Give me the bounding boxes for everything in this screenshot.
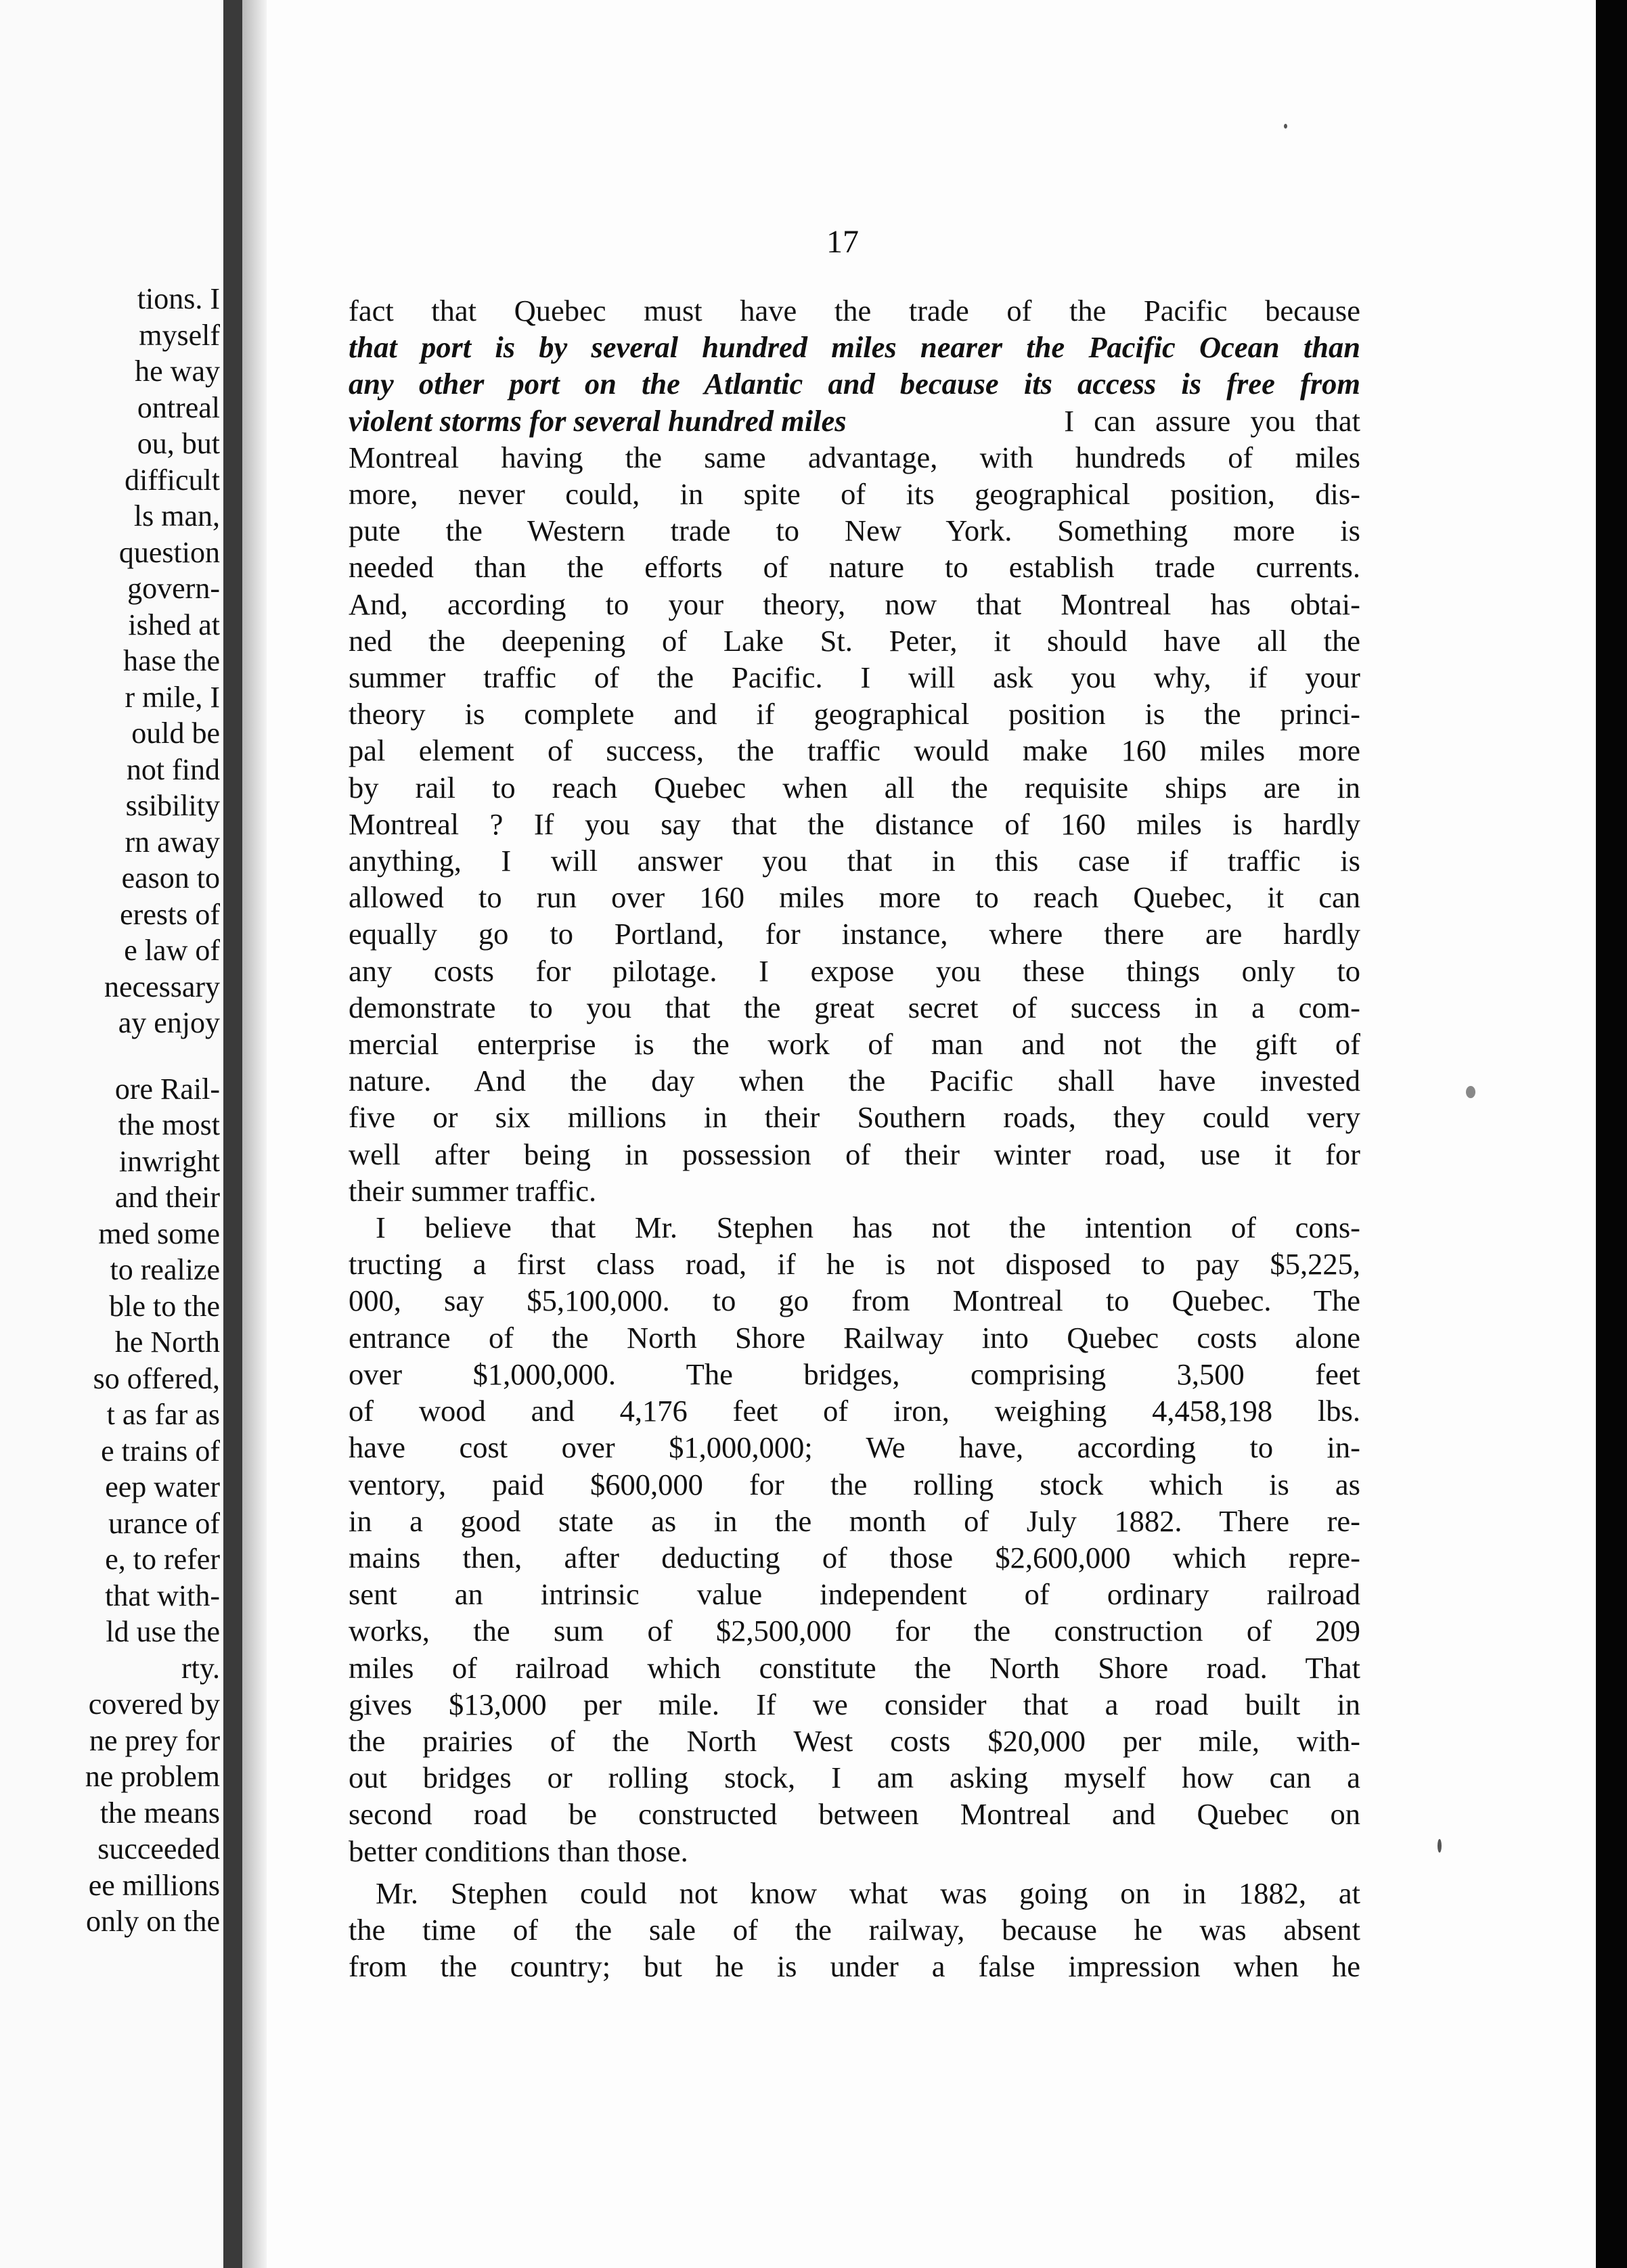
- text-line: from the country; but he is under a false impression when he: [349, 1949, 1360, 1984]
- left-fragment-line: question: [118, 535, 220, 569]
- left-fragment-line: covered by: [88, 1687, 220, 1721]
- left-fragment-line: ished at: [128, 608, 220, 641]
- left-fragment-line: t as far as: [106, 1398, 220, 1431]
- left-fragment-line: to realize: [110, 1253, 220, 1286]
- left-fragment-line: that with-: [105, 1579, 220, 1612]
- left-fragment-line: and their: [114, 1181, 220, 1214]
- left-fragment-line: ls man,: [133, 499, 220, 532]
- text-line: Mr. Stephen could not know what was going on in 1882, at: [376, 1876, 1360, 1910]
- left-fragment-line: ne problem: [85, 1760, 220, 1793]
- text-line: 000, say $5,100,000. to go from Montreal to Quebec. The: [349, 1284, 1360, 1318]
- italic-segment: violent storms for several hundred miles: [349, 403, 847, 438]
- left-fragment-line: he North: [114, 1325, 220, 1359]
- left-page-fragments: [0, 281, 220, 1940]
- text-line: theory is complete and if geographical position is the princi-: [349, 697, 1360, 731]
- left-fragment-line: the most: [118, 1108, 220, 1141]
- text-line: pal element of success, the traffic would make 160 miles more: [349, 733, 1360, 768]
- text-line-italic: that port is by several hundred miles nearer the Pacific Ocean than: [349, 330, 1360, 365]
- text-line: I believe that Mr. Stephen has not the intention of cons-: [376, 1210, 1360, 1245]
- text-line: gives $13,000 per mile. If we consider that a road built in: [349, 1687, 1360, 1721]
- page-number: 17: [826, 224, 859, 260]
- left-fragment-line: ne prey for: [89, 1723, 220, 1757]
- gutter-shadow: [242, 0, 267, 2268]
- left-fragment-line: ld use the: [106, 1615, 220, 1648]
- left-fragment-line: the means: [99, 1796, 220, 1830]
- text-line: mains then, after deducting of those $2,600,000 which repre-: [349, 1540, 1360, 1574]
- left-fragment-line: ssibility: [125, 789, 220, 822]
- left-facing-page: [0, 0, 230, 2268]
- text-line: summer traffic of the Pacific. I will ask you why, if your: [349, 660, 1360, 695]
- text-line: well after being in possession of their winter road, use it for: [349, 1137, 1360, 1171]
- text-line: fact that Quebec must have the trade of the Pacific because: [349, 294, 1360, 327]
- text-line: allowed to run over 160 miles more to reach Quebec, it can: [349, 880, 1360, 915]
- text-line-italic: any other port on the Atlantic and because its access is free from: [349, 367, 1360, 401]
- text-line: works, the sum of $2,500,000 for the construction of 209: [349, 1614, 1360, 1648]
- left-fragment-line: not find: [126, 752, 220, 786]
- text-line: demonstrate to you that the great secret of success in a com-: [349, 990, 1360, 1024]
- text-line: by rail to reach Quebec when all the requisite ships are in: [349, 770, 1360, 804]
- text-line: of wood and 4,176 feet of iron, weighing 4,458,198 lbs.: [349, 1394, 1360, 1428]
- left-fragment-line: tions. I: [137, 282, 220, 315]
- text-line: pute the Western trade to New York. Something more is: [349, 514, 1360, 548]
- scan-speck: [1437, 1839, 1442, 1853]
- text-line: more, never could, in spite of its geographical position, dis-: [349, 477, 1360, 512]
- left-fragment-line: eep water: [105, 1470, 220, 1503]
- left-fragment-line: med some: [98, 1217, 220, 1250]
- left-fragment-line: e trains of: [101, 1434, 220, 1468]
- text-line: Montreal having the same advantage, with hundreds of miles: [349, 440, 1360, 474]
- scan-border: [1596, 0, 1627, 2268]
- text-line: have cost over $1,000,000; We have, according to in-: [349, 1430, 1360, 1465]
- text-line: second road be constructed between Montreal and Quebec on: [349, 1797, 1360, 1832]
- left-fragment-line: rn away: [125, 825, 220, 859]
- left-fragment-line: he way: [135, 355, 220, 388]
- text-line: the time of the sale of the railway, because he was absent: [349, 1912, 1360, 1947]
- roman-segment: I can assure you that: [1064, 403, 1360, 438]
- left-fragment-line: ay enjoy: [118, 1006, 220, 1039]
- left-fragment-line: hase the: [123, 644, 220, 677]
- text-line: anything, I will answer you that in this case if traffic is: [349, 844, 1360, 878]
- left-fragment-line: erests of: [120, 897, 220, 931]
- text-line: sent an intrinsic value independent of ordinary railroad: [349, 1577, 1360, 1612]
- left-fragment-line: ontreal: [137, 390, 220, 424]
- text-line: over $1,000,000. The bridges, comprising 3,500 feet: [349, 1357, 1360, 1391]
- left-fragment-line: ou, but: [137, 427, 220, 460]
- left-fragment-line: myself: [139, 318, 220, 352]
- text-line: equally go to Portland, for instance, where there are hardly: [349, 917, 1360, 951]
- left-fragment-line: succeeded: [97, 1832, 220, 1865]
- page-body: [349, 292, 1360, 1984]
- text-line: miles of railroad which constitute the North Shore road. That: [349, 1650, 1360, 1685]
- left-fragment-line: so offered,: [93, 1361, 220, 1395]
- left-fragment-line: inwright: [118, 1144, 220, 1178]
- left-fragment-line: ee millions: [88, 1868, 220, 1902]
- text-line: entrance of the North Shore Railway into Quebec costs alone: [349, 1320, 1360, 1355]
- text-line: ventory, paid $600,000 for the rolling stock which is as: [349, 1467, 1360, 1501]
- scan-speck: [1284, 124, 1287, 129]
- text-line: their summer traffic.: [349, 1173, 597, 1208]
- text-line: nature. And the day when the Pacific shall have invested: [349, 1064, 1360, 1098]
- paragraph-gap: [349, 1869, 1360, 1875]
- text-line: tructing a first class road, if he is not disposed to pay $5,225,: [349, 1247, 1360, 1282]
- left-fragment-line: difficult: [125, 463, 220, 497]
- text-line-mixed: [349, 403, 1360, 439]
- left-fragment-line: necessary: [104, 970, 220, 1003]
- left-fragment-gap: [0, 1041, 220, 1071]
- text-line: out bridges or rolling stock, I am asking myself how can a: [349, 1761, 1360, 1795]
- left-fragment-line: eason to: [121, 861, 220, 894]
- book-spine-edge: [223, 0, 242, 2268]
- left-fragment-line: only on the: [86, 1905, 220, 1938]
- left-fragment-line: e law of: [124, 934, 220, 967]
- left-fragment-line: e, to refer: [105, 1543, 220, 1576]
- text-line: mercial enterprise is the work of man and not the gift of: [349, 1027, 1360, 1062]
- left-fragment-line: urance of: [108, 1506, 220, 1540]
- text-line: needed than the efforts of nature to establish trade currents.: [349, 550, 1360, 585]
- text-line: Montreal ? If you say that the distance of 160 miles is hardly: [349, 807, 1360, 841]
- left-fragment-line: r mile, I: [125, 680, 220, 714]
- text-line: better conditions than those.: [349, 1834, 688, 1868]
- left-fragment-line: ould be: [131, 717, 220, 750]
- scan-speck: [1466, 1086, 1475, 1098]
- text-line: five or six millions in their Southern roads, they could very: [349, 1100, 1360, 1135]
- left-fragment-line: govern-: [127, 572, 220, 605]
- text-line: in a good state as in the month of July 1882. There re-: [349, 1503, 1360, 1538]
- left-fragment-line: ble to the: [109, 1289, 220, 1323]
- left-fragment-line: rty.: [181, 1651, 220, 1685]
- text-line: the prairies of the North West costs $20,000 per mile, with-: [349, 1723, 1360, 1758]
- text-line: And, according to your theory, now that Montreal has obtai-: [349, 587, 1360, 621]
- text-line: ned the deepening of Lake St. Peter, it should have all the: [349, 623, 1360, 658]
- text-line: any costs for pilotage. I expose you these things only to: [349, 953, 1360, 988]
- left-fragment-line: ore Rail-: [114, 1072, 220, 1106]
